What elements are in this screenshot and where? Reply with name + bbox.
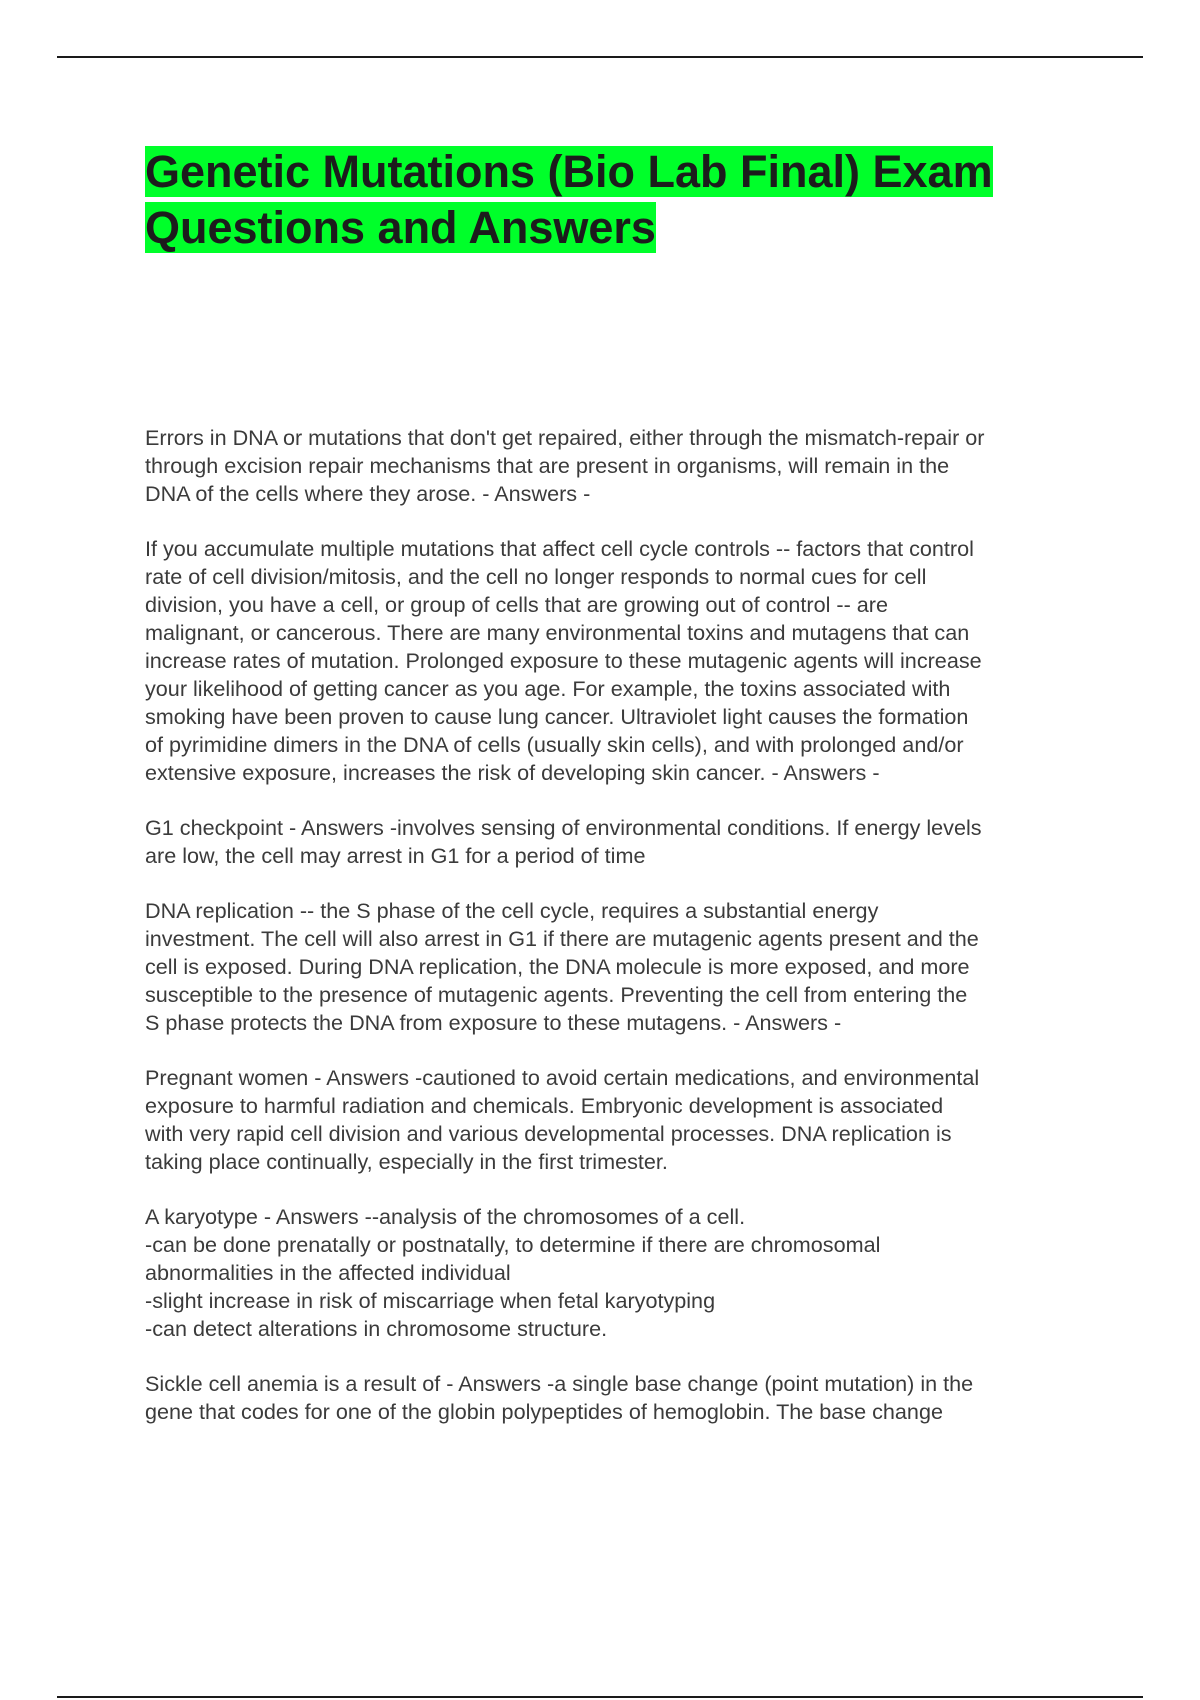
footer-rule bbox=[57, 1696, 1143, 1698]
paragraph-line: of pyrimidine dimers in the DNA of cells (usually skin cells), and with prolonged and/or bbox=[145, 732, 964, 757]
paragraph-line: investment. The cell will also arrest in G1 if there are mutagenic agents present and the bbox=[145, 926, 979, 951]
paragraph-line: Errors in DNA or mutations that don't get repaired, either through the mismatch-repair or bbox=[145, 425, 985, 450]
paragraph-line: -can detect alterations in chromosome structure. bbox=[145, 1316, 608, 1341]
paragraph-line: DNA of the cells where they arose. - Answers - bbox=[145, 481, 591, 506]
paragraph-line: extensive exposure, increases the risk of developing skin cancer. - Answers - bbox=[145, 760, 880, 785]
qa-paragraph bbox=[145, 814, 1100, 870]
paragraph-line: taking place continually, especially in the first trimester. bbox=[145, 1149, 668, 1174]
paragraph-line: cell is exposed. During DNA replication, the DNA molecule is more exposed, and more bbox=[145, 954, 970, 979]
page-title bbox=[145, 144, 1105, 256]
paragraph-line: your likelihood of getting cancer as you age. For example, the toxins associated with bbox=[145, 676, 951, 701]
title-line-2: Questions and Answers bbox=[145, 202, 656, 253]
paragraph-line: susceptible to the presence of mutagenic agents. Preventing the cell from entering the bbox=[145, 982, 968, 1007]
qa-paragraph bbox=[145, 1203, 1100, 1343]
qa-paragraph bbox=[145, 1370, 1100, 1426]
qa-paragraph bbox=[145, 535, 1100, 787]
paragraph-line: malignant, or cancerous. There are many environmental toxins and mutagens that can bbox=[145, 620, 970, 645]
paragraph-line: division, you have a cell, or group of cells that are growing out of control -- are bbox=[145, 592, 888, 617]
paragraph-line: S phase protects the DNA from exposure to these mutagens. - Answers - bbox=[145, 1010, 842, 1035]
paragraph-line: gene that codes for one of the globin polypeptides of hemoglobin. The base change bbox=[145, 1399, 943, 1424]
paragraph-line: abnormalities in the affected individual bbox=[145, 1260, 511, 1285]
paragraph-line: Pregnant women - Answers -cautioned to avoid certain medications, and environmental bbox=[145, 1065, 980, 1090]
document-body bbox=[145, 424, 1100, 1453]
paragraph-line: If you accumulate multiple mutations that affect cell cycle controls -- factors that control bbox=[145, 536, 974, 561]
paragraph-line: with very rapid cell division and various developmental processes. DNA replication is bbox=[145, 1121, 952, 1146]
paragraph-line: G1 checkpoint - Answers -involves sensing of environmental conditions. If energy levels bbox=[145, 815, 982, 840]
paragraph-line: are low, the cell may arrest in G1 for a period of time bbox=[145, 843, 646, 868]
title-line-1: Genetic Mutations (Bio Lab Final) Exam bbox=[145, 146, 993, 197]
paragraph-line: A karyotype - Answers --analysis of the chromosomes of a cell. bbox=[145, 1204, 746, 1229]
paragraph-line: -slight increase in risk of miscarriage when fetal karyotyping bbox=[145, 1288, 716, 1313]
paragraph-line: increase rates of mutation. Prolonged exposure to these mutagenic agents will increase bbox=[145, 648, 982, 673]
header-rule bbox=[57, 56, 1143, 58]
paragraph-line: Sickle cell anemia is a result of - Answers -a single base change (point mutation) in the bbox=[145, 1371, 974, 1396]
qa-paragraph bbox=[145, 897, 1100, 1037]
paragraph-line: through excision repair mechanisms that are present in organisms, will remain in the bbox=[145, 453, 950, 478]
qa-paragraph bbox=[145, 1064, 1100, 1176]
paragraph-line: rate of cell division/mitosis, and the cell no longer responds to normal cues for cell bbox=[145, 564, 927, 589]
qa-paragraph bbox=[145, 424, 1100, 508]
paragraph-line: exposure to harmful radiation and chemicals. Embryonic development is associated bbox=[145, 1093, 944, 1118]
paragraph-line: smoking have been proven to cause lung cancer. Ultraviolet light causes the formation bbox=[145, 704, 969, 729]
paragraph-line: -can be done prenatally or postnatally, to determine if there are chromosomal bbox=[145, 1232, 881, 1257]
paragraph-line: DNA replication -- the S phase of the cell cycle, requires a substantial energy bbox=[145, 898, 879, 923]
